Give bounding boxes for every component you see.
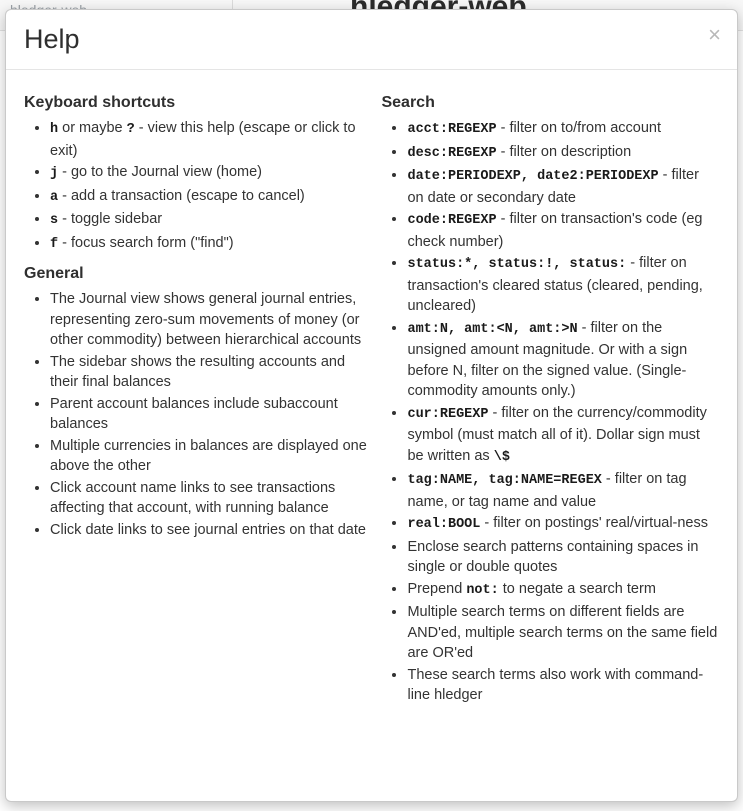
search-term-text: - filter on date or secondary date [407, 167, 699, 206]
list-item: • Multiple currencies in balances are displayed one above the other [50, 436, 371, 477]
shortcut-key: a [50, 189, 59, 205]
help-modal-header [6, 10, 737, 70]
search-list [381, 118, 719, 706]
section-heading-search: Search [381, 94, 435, 111]
list-item [407, 253, 719, 317]
list-item [50, 233, 371, 256]
list-item [407, 579, 719, 602]
search-term-code: desc:REGEXP [407, 145, 497, 161]
search-term-code: status:*, status:!, status: [407, 257, 627, 272]
list-item: • The Journal view shows general journal entries, representing zero-sum movements of money (or other commodity) between hierarchical accounts [50, 289, 371, 351]
help-left-column [24, 84, 381, 710]
list-item [407, 318, 719, 402]
list-item [50, 186, 371, 209]
search-term-code: amt:N, amt:<N, amt:>N [407, 321, 578, 337]
search-term-text: - filter on transaction's cleared status (cleared, pending, uncleared) [407, 255, 703, 314]
section-heading-general: General [24, 265, 84, 282]
shortcut-text-tail: - view this help (escape or click to exit) [50, 120, 356, 159]
list-item [50, 209, 371, 232]
list-item [407, 209, 719, 252]
list-item [407, 469, 719, 512]
close-icon[interactable]: × [708, 22, 721, 47]
search-term-text: - filter on description [496, 143, 632, 160]
search-term-code: code:REGEXP [407, 213, 497, 228]
list-item [407, 165, 719, 208]
search-term-code: tag:NAME, tag:NAME=REGEX [407, 473, 602, 488]
search-term-text: - filter on tag name, or tag name and value [407, 471, 687, 510]
search-term-code: not: [466, 582, 499, 598]
list-item: • These search terms also work with command-line hledger [407, 665, 719, 706]
shortcut-key: f [50, 236, 59, 252]
search-term-code: acct:REGEXP [407, 122, 497, 137]
shortcut-key: s [50, 213, 59, 228]
search-term-text: to negate a search term [498, 580, 656, 597]
search-term-prefix: Prepend [407, 580, 467, 597]
list-item [407, 513, 719, 536]
list-item [50, 118, 371, 161]
list-item: • Click account name links to see transactions affecting that account, with running balance [50, 478, 371, 519]
search-term-text: - filter on transaction's code (eg check number) [407, 211, 703, 250]
list-item [407, 118, 719, 141]
list-item: • Enclose search patterns containing spaces in single or double quotes [407, 537, 719, 578]
list-item: • Multiple search terms on different fields are AND'ed, multiple search terms on the same field are OR'ed [407, 602, 719, 664]
general-list [24, 289, 371, 540]
search-term-text: - filter on postings' real/virtual-ness [480, 515, 709, 531]
list-item: • Parent account balances include subaccount balances [50, 394, 371, 435]
help-right-column [381, 84, 719, 710]
shortcut-key-alt: ? [126, 122, 135, 137]
search-term-code: date:PERIODEXP, date2:PERIODEXP [407, 169, 659, 184]
shortcut-text: or maybe [58, 120, 127, 136]
shortcut-text: - focus search form ("find") [58, 234, 234, 251]
shortcut-key: h [50, 122, 59, 137]
search-term-text: - filter on the unsigned amount magnitude. Or with a sign before N, filter on the signed value. (Single-commodity amounts only.) [407, 319, 688, 399]
help-modal [5, 9, 738, 802]
search-term-code: real:BOOL [407, 517, 481, 532]
list-item [407, 142, 719, 165]
help-modal-body [6, 70, 737, 720]
shortcut-text: - add a transaction (escape to cancel) [58, 187, 305, 204]
search-term-text: - filter on to/from account [496, 120, 661, 136]
list-item [407, 403, 719, 469]
list-item [50, 162, 371, 185]
list-item: • Click date links to see journal entries on that date [50, 520, 371, 541]
shortcut-text: - go to the Journal view (home) [58, 164, 263, 180]
shortcut-key: j [50, 166, 59, 181]
search-term-code-tail: \$ [493, 449, 510, 465]
page-title: Help [24, 24, 80, 54]
search-term-text: - filter on the currency/commodity symbol (must match all of it). Dollar sign must be written as [407, 404, 707, 464]
keyboard-shortcuts-list [24, 118, 371, 255]
list-item: • The sidebar shows the resulting accounts and their final balances [50, 352, 371, 393]
section-heading-keyboard-shortcuts: Keyboard shortcuts [24, 94, 176, 111]
shortcut-text: - toggle sidebar [58, 211, 163, 227]
search-term-code: cur:REGEXP [407, 406, 489, 422]
